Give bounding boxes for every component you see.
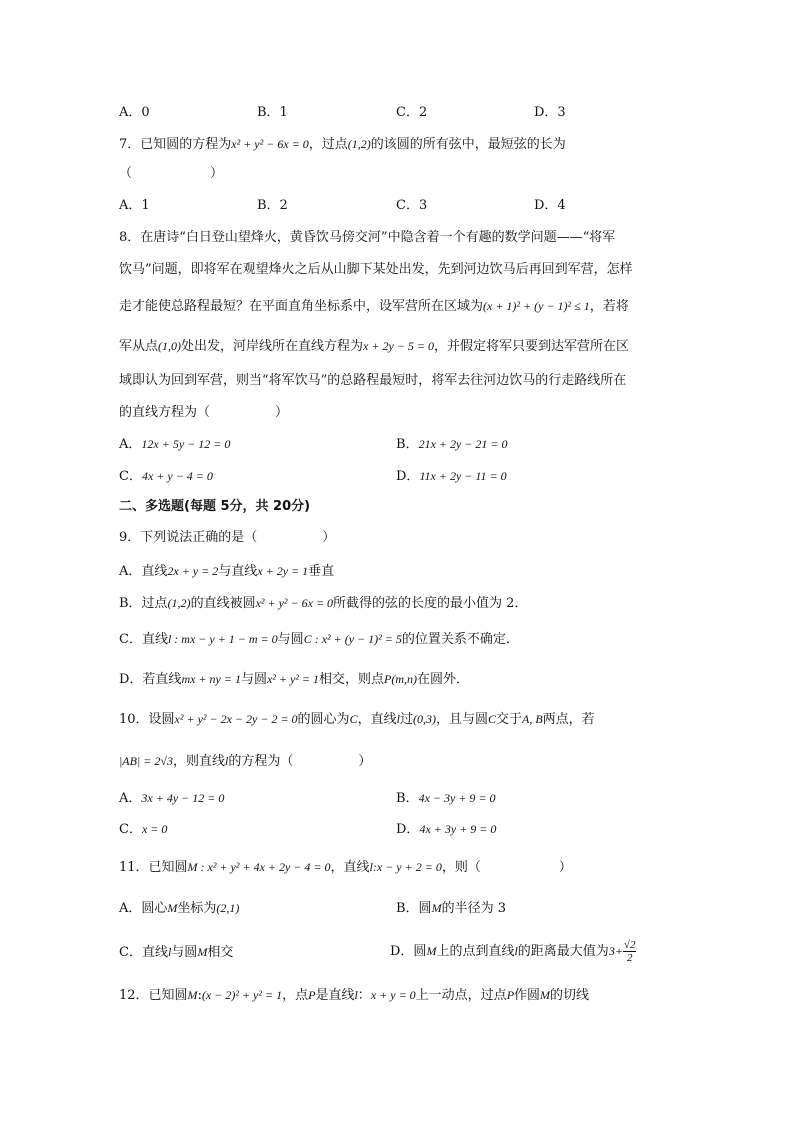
q8-option-b (396, 436, 508, 453)
text-segment: l (354, 988, 358, 1002)
q8-option-d (396, 468, 507, 485)
text-segment: (x + 1)² + (y − 1)² ≤ 1 (483, 299, 590, 313)
text-segment: M (167, 901, 178, 915)
text-segment: B．过点 (119, 596, 168, 611)
text-segment: B．圆 (396, 901, 432, 916)
q8-option-a (119, 436, 230, 453)
q8-line-4 (119, 338, 629, 355)
q8-option-c (119, 468, 213, 485)
text-segment: √2 (623, 939, 636, 951)
text-segment: A．0 (119, 105, 150, 120)
text-segment: 垂直 (308, 564, 335, 579)
q10-option-c (119, 821, 167, 838)
text-segment: M (187, 988, 198, 1002)
text-segment: 7．已知圆的方程为 (119, 137, 232, 152)
text-segment: 过 (399, 712, 413, 727)
text-segment: ，过点 (308, 137, 348, 152)
text-segment: ，直线 (357, 712, 397, 727)
text-segment: A．直线 (119, 564, 168, 579)
q7-answer-paren (119, 166, 223, 182)
text-segment: (1,0) (158, 339, 182, 353)
text-segment: A． (119, 791, 142, 806)
sqrt2-over-2-fraction (623, 939, 637, 964)
text-segment: C． (119, 469, 142, 484)
text-segment: A．1 (119, 198, 150, 213)
text-segment: 10．设圆 (119, 712, 175, 727)
text-segment: D．4 (534, 198, 566, 213)
text-segment: A, B (522, 712, 543, 726)
text-segment: ： (357, 988, 371, 1003)
text-segment: 4x + 3y + 9 = 0 (419, 822, 497, 836)
q10-option-d (396, 821, 496, 838)
section-2-heading (119, 499, 310, 515)
text-segment: l : mx − y + 1 − m = 0 (167, 632, 278, 646)
text-segment: M (197, 945, 208, 959)
text-segment: 与圆 (277, 632, 304, 647)
text-segment: ，若将 (589, 299, 629, 314)
q12-stem (119, 987, 589, 1004)
text-segment: 的位置关系不确定． (401, 632, 519, 647)
text-segment: C (349, 712, 358, 726)
q9-option-a (119, 563, 334, 580)
text-segment: 所截得的弦的长度的最小值为 2． (333, 596, 528, 611)
q8-line-3 (119, 298, 629, 315)
text-segment: C．直线 (119, 945, 168, 960)
text-segment: B． (396, 437, 419, 452)
text-segment: 12x + 5y − 12 = 0 (141, 437, 231, 451)
q9-option-d (119, 671, 469, 688)
q7-option-b (257, 198, 288, 214)
text-segment: C．3 (396, 198, 428, 213)
text-segment: ，直线 (330, 860, 370, 875)
text-segment: 作圆 (514, 988, 541, 1003)
text-segment: (2,1) (216, 901, 240, 915)
text-segment: （ ） (119, 166, 224, 181)
text-segment: D． (396, 822, 420, 837)
text-segment: P (506, 988, 515, 1002)
text-segment: (x − 2)² + y² = 1 (201, 988, 283, 1002)
text-segment: mx + ny = 1 (181, 672, 241, 686)
text-segment: 与圆 (171, 945, 198, 960)
text-segment: 2x + y = 2 (167, 564, 219, 578)
text-segment: 12．已知圆 (119, 988, 188, 1003)
text-segment: ，则（ ） (441, 860, 572, 875)
text-segment: 9．下列说法正确的是（ ） (119, 530, 336, 545)
text-segment: 的切线 (550, 988, 590, 1003)
q7-option-c (396, 198, 427, 214)
text-segment: (1,2) (347, 137, 371, 151)
text-segment: 4x + y − 4 = 0 (141, 469, 213, 483)
q9-option-c (119, 631, 519, 648)
text-segment: B．1 (257, 105, 288, 120)
text-segment: |AB| = 2√3 (119, 754, 173, 768)
text-segment: 的半径为 3 (441, 901, 506, 916)
q7-option-a (119, 198, 150, 214)
text-segment: D．3 (534, 105, 566, 120)
text-segment: M : x² + y² + 4x + 2y − 4 = 0 (187, 860, 331, 874)
text-segment: 21x + 2y − 21 = 0 (418, 437, 508, 451)
text-segment: 是直线 (315, 988, 355, 1003)
text-segment: x² + y² = 1 (266, 672, 320, 686)
text-segment: C : x² + (y − 1)² = 5 (303, 632, 402, 646)
text-segment: x² + y² − 6x = 0 (231, 137, 309, 151)
text-segment: P (308, 988, 316, 1002)
text-segment: 的该圆的所有弦中，最短弦的长为 (370, 137, 566, 152)
text-segment: ，点 (282, 988, 309, 1003)
text-segment: 8．在唐诗“白日登山望烽火，黄昏饮马傍交河”中隐含着一个有趣的数学问题——“将军 (119, 230, 616, 245)
text-segment: x + y = 0 (370, 988, 416, 1002)
q7-stem (119, 136, 566, 153)
text-segment: ，则直线 (172, 754, 225, 769)
text-segment: D．圆 (390, 944, 427, 959)
q6-option-a (119, 105, 150, 121)
q9-stem (119, 530, 335, 546)
text-segment: 在圆外． (417, 672, 470, 687)
text-segment: x² + y² − 6x = 0 (255, 596, 334, 610)
text-segment: C． (119, 822, 142, 837)
text-segment: 饮马”问题，即将军在观望烽火之后从山脚下某处出发，先到河边饮马后再回到军营，怎样 (119, 262, 633, 277)
text-segment: x + 2y = 1 (257, 564, 309, 578)
text-segment: 坐标为 (177, 901, 217, 916)
q8-line-5 (119, 373, 626, 389)
q8-line-1 (119, 230, 615, 246)
text-segment: (0,3) (412, 712, 436, 726)
text-segment: M (431, 901, 442, 915)
text-segment: l (514, 944, 518, 958)
text-segment: B． (396, 791, 419, 806)
text-segment: 相交，则点 (319, 672, 385, 687)
text-segment: P(m,n) (384, 672, 418, 686)
text-segment: 的直线方程为（ ） (119, 405, 289, 420)
q10-option-b (396, 790, 496, 807)
text-segment: 3+ (608, 944, 623, 958)
text-segment: l:x − y + 2 = 0 (369, 860, 442, 874)
text-segment: 二、多选题(每题 5分，共 20分) (119, 499, 311, 514)
text-segment: 的方程为（ ） (228, 754, 372, 769)
text-segment: 11x + 2y − 11 = 0 (419, 469, 507, 483)
text-segment: M (426, 944, 437, 958)
text-segment: 域即认为回到军营，则当“将军饮马”的总路程最短时，将军去往河边饮马的行走路线所在 (119, 373, 627, 388)
text-segment: 上的点到直线 (436, 944, 515, 959)
text-segment: C．直线 (119, 632, 168, 647)
text-segment: 两点，若 (542, 712, 595, 727)
text-segment: l (396, 712, 400, 726)
text-segment: x = 0 (141, 822, 168, 836)
text-segment: x + 2y − 5 = 0 (363, 339, 434, 353)
q6-option-c (396, 105, 427, 121)
text-segment: 11．已知圆 (119, 860, 188, 875)
text-segment: ，且与圆 (435, 712, 488, 727)
q10-line-1 (119, 711, 595, 728)
text-segment: C (487, 712, 496, 726)
text-segment: A．圆心 (119, 901, 168, 916)
text-segment: 军从点 (119, 339, 159, 354)
text-segment: 交于 (495, 712, 522, 727)
text-segment: 相交 (207, 945, 234, 960)
text-segment: 的圆心为 (297, 712, 350, 727)
text-segment: D． (396, 469, 420, 484)
text-segment: l (167, 945, 172, 959)
q11-stem (119, 859, 572, 876)
q6-option-d (534, 105, 566, 121)
q9-option-b (119, 595, 527, 612)
q11-option-b (396, 900, 506, 917)
text-segment: D．若直线 (119, 672, 182, 687)
text-segment: x² + y² − 2x − 2y − 2 = 0 (174, 712, 298, 726)
q10-line-2 (119, 753, 371, 770)
text-segment: 的直线被圆 (190, 596, 256, 611)
text-segment: 处出发，河岸线所在直线方程为 (181, 339, 364, 354)
text-segment: 与直线 (218, 564, 258, 579)
text-segment: (1,2) (167, 596, 191, 610)
text-segment: 4x − 3y + 9 = 0 (418, 791, 496, 805)
q7-option-d (534, 198, 566, 214)
q6-option-b (257, 105, 288, 121)
text-segment: l (224, 754, 229, 768)
text-segment: A． (119, 437, 142, 452)
q11-option-a (119, 900, 239, 917)
q11-option-d (390, 936, 636, 967)
q10-option-a (119, 790, 224, 807)
text-segment: M (540, 988, 551, 1002)
text-segment: 与圆 (240, 672, 267, 687)
text-segment: 3x + 4y − 12 = 0 (141, 791, 225, 805)
text-segment: 的距离最大值为 (517, 944, 609, 959)
q11-option-c (119, 944, 233, 961)
text-segment: 上一动点，过点 (415, 988, 507, 1003)
text-segment: : (197, 988, 202, 1003)
q8-line-6 (119, 405, 288, 421)
text-segment: 走才能使总路程最短？在平面直角坐标系中，设军营所在区域为 (119, 299, 484, 314)
text-segment: C．2 (396, 105, 428, 120)
text-segment: 2 (626, 952, 633, 964)
q8-line-2 (119, 262, 633, 278)
text-segment: B．2 (257, 198, 288, 213)
text-segment: ，并假定将军只要到达军营所在区 (433, 339, 629, 354)
